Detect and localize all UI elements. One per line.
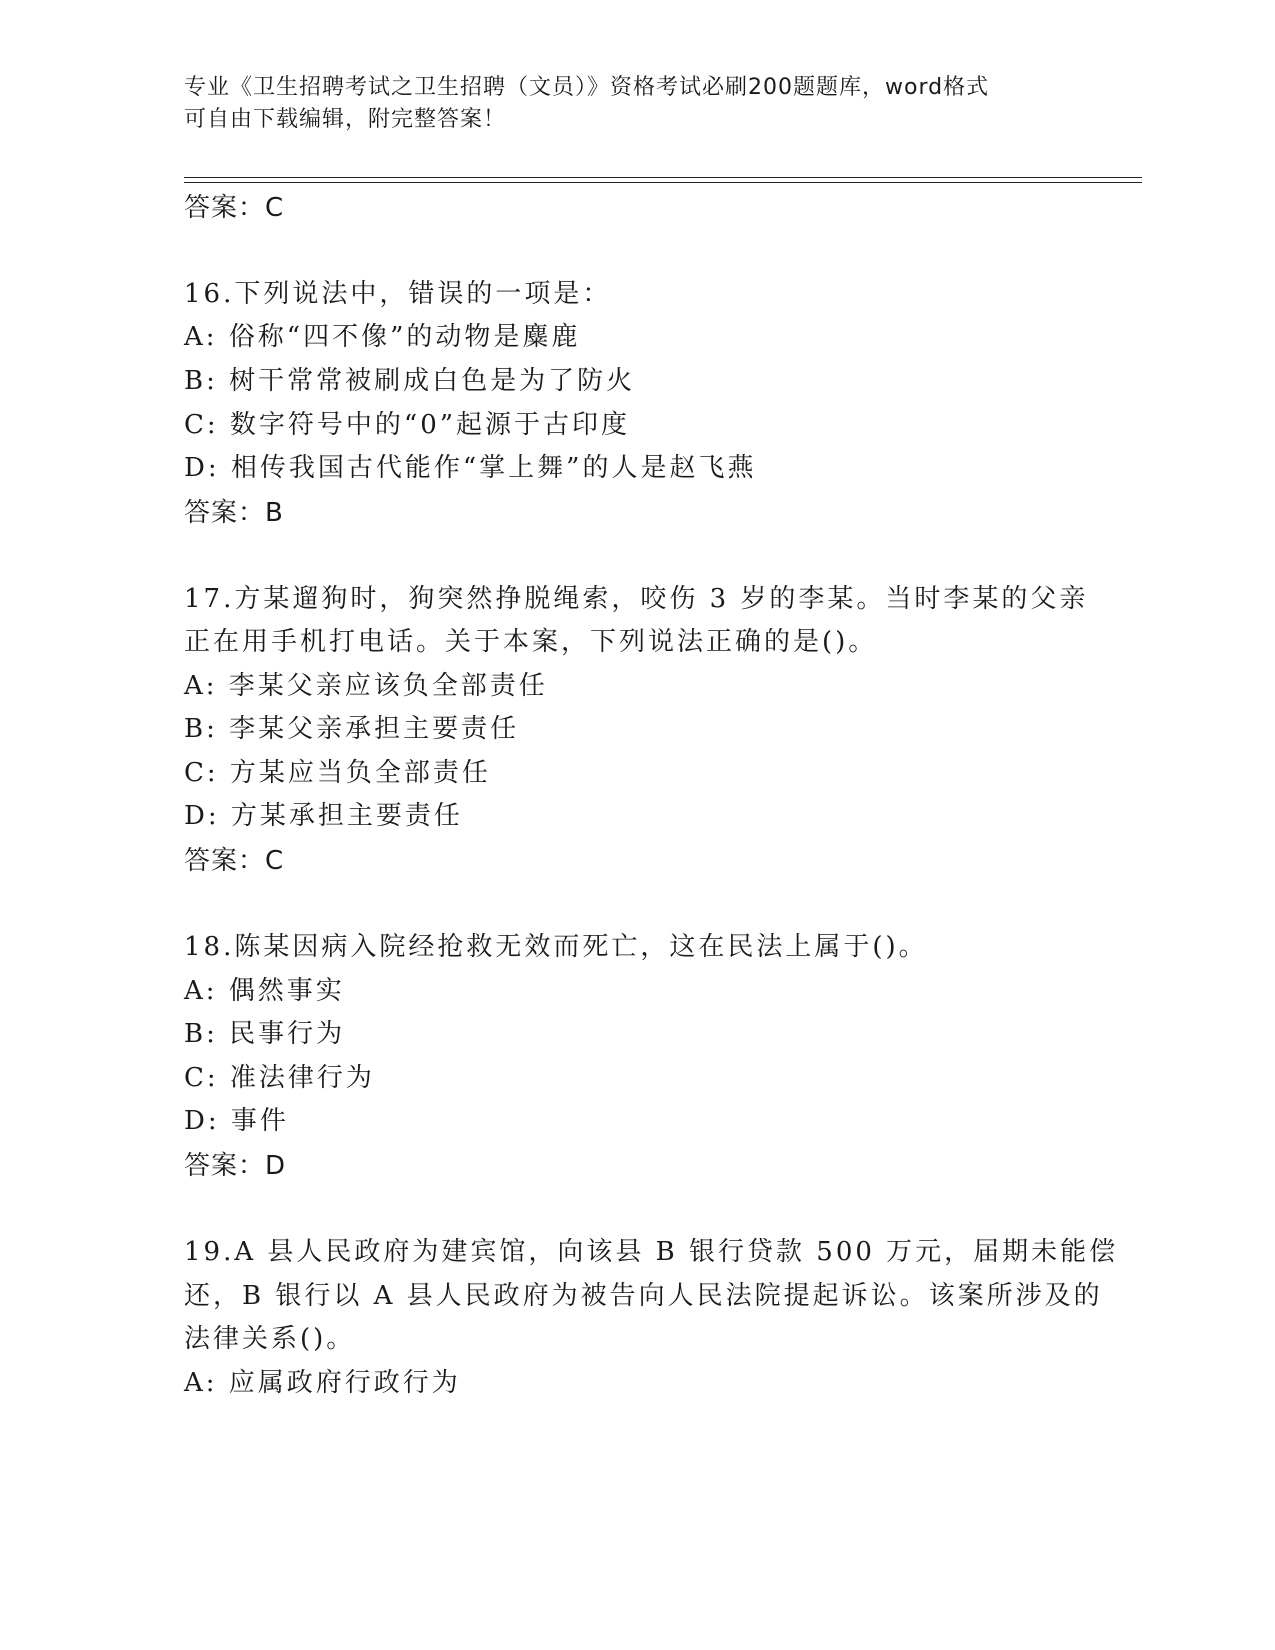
answer: 答案：C [184, 846, 285, 876]
answer-prev: 答案：C [184, 193, 285, 223]
answer: 答案：B [184, 498, 284, 528]
option-b: B: 民事行为 [184, 1019, 346, 1049]
option-c: C: 数字符号中的“0”起源于古印度 [184, 410, 631, 440]
option-d: D: 事件 [184, 1106, 289, 1136]
option-a: A: 应属政府行政行为 [184, 1368, 461, 1398]
option-a: A: 偶然事实 [184, 976, 345, 1006]
question-text: 16.下列说法中，错误的一项是： [184, 279, 612, 309]
header-divider-bottom [184, 182, 1142, 183]
answer: 答案：D [184, 1151, 287, 1181]
question-text-line-3: 法律关系()。 [184, 1324, 356, 1354]
option-b: B: 树干常常被刷成白色是为了防火 [184, 366, 636, 396]
option-a: A: 李某父亲应该负全部责任 [184, 671, 548, 701]
header-line-1: 专业《卫生招聘考试之卫生招聘（文员）》资格考试必刷200题题库，word格式 [184, 75, 990, 100]
option-b: B: 李某父亲承担主要责任 [184, 714, 520, 744]
question-text-line-1: 17.方某遛狗时，狗突然挣脱绳索，咬伤 3 岁的李某。当时李某的父亲 [184, 584, 1089, 614]
option-c: C: 方某应当负全部责任 [184, 758, 491, 788]
question-text-line-2: 还，B 银行以 A 县人民政府为被告向人民法院提起诉讼。该案所涉及的 [184, 1281, 1103, 1311]
option-d: D: 相传我国古代能作“掌上舞”的人是赵飞燕 [184, 453, 757, 483]
header-line-2: 可自由下载编辑，附完整答案！ [184, 107, 507, 132]
option-a: A: 俗称“四不像”的动物是麋鹿 [184, 322, 581, 352]
question-text: 18.陈某因病入院经抢救无效而死亡，这在民法上属于()。 [184, 932, 928, 962]
question-text-line-1: 19.A 县人民政府为建宾馆，向该县 B 银行贷款 500 万元，届期未能偿 [184, 1237, 1119, 1267]
option-c: C: 准法律行为 [184, 1063, 375, 1093]
option-d: D: 方某承担主要责任 [184, 801, 463, 831]
header-divider-top [184, 177, 1142, 178]
document-header [184, 72, 1064, 136]
question-text-line-2: 正在用手机打电话。关于本案，下列说法正确的是()。 [184, 627, 878, 657]
